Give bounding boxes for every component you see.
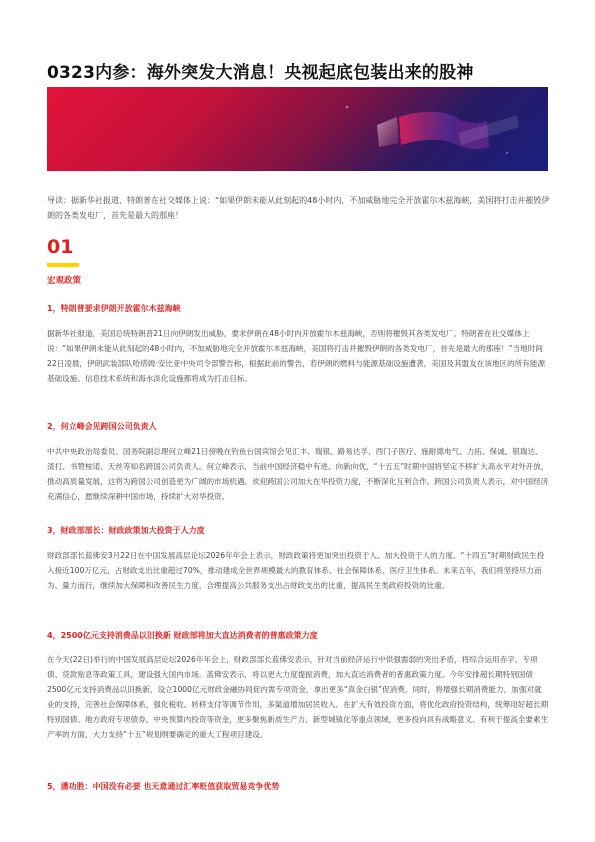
item-heading: 2，何立峰会见跨国公司负责人 bbox=[47, 422, 157, 431]
item-body: 在今天(22日)举行的中国发展高层论坛2026年年会上，财政部部长蓝佛安表示，针对当前经济运行中供强需弱的突出矛盾，将综合运用赤字、专项债、贷款贴息等政策工具，建设强大国内市场。蓝佛安表示，将以更大力度提振消费，加大直达消费者的普惠政策力度。今年安排超长期特别国债2500亿元支持消费品以旧换新，设立1000亿元财政金融协同促内需专项资金，拿出更多“真金白银”促消费。同时，将增强长期消费能力，加强对就业的支持，完善社会保障体系，强化税收、转移支付等调节作用，多渠道增加居民收入。在扩大有效投资方面，将优化政府投资结构，统筹用好超长期特别国债、地方政府专项债券、中央预算内投资等资金，更多聚焦新质生产力、新型城镇化等重点领域，更多投向具有战略意义、有利于提高全要素生产率的方面，大力支持“十五”规划纲要确定的重大工程项目建设。 bbox=[47, 655, 549, 739]
section-title: 宏观政策 bbox=[47, 276, 82, 286]
banner-ribbon-graphic bbox=[47, 87, 548, 171]
item-heading: 1，特朗普要求伊朗开放霍尔木兹海峡 bbox=[47, 304, 181, 313]
item-body: 财政部部长蓝佛安3月22日在中国发展高层论坛2026年年会上表示，财政政策将更加突出投资于人。加大投资于人的力度。“十四五”时期财政民生投入接近100万亿元，占财政支出比重超过70%，推动建成全世界规模最大的教育体系、社会保障体系、医疗卫生体系。未来五年，我们将坚持尽力而为、量力而行，继续加大保障和改善民生力度，合理提高公共服务支出占财政支出的比重，提高民生类政府投资的比重。 bbox=[47, 551, 545, 590]
lead-paragraph: 导读：据新华社报道，特朗普在社交媒体上说：“如果伊朗未能从此刻起的48小时内，不加威胁地完全开放霍尔木兹海峡，美国将打击并摧毁伊朗的各类发电厂，首先是最大的那座！ bbox=[47, 196, 550, 220]
item-heading: 4，2500亿元支持消费品以旧换新 财政部将加大直达消费者的普惠政策力度 bbox=[47, 631, 318, 640]
section-underline bbox=[47, 263, 79, 267]
item-heading: 5，潘功胜：中国没有必要 也无意通过汇率贬值获取贸易竞争优势 bbox=[47, 782, 280, 791]
article-title: 0323内参：海外突发大消息！央视起底包装出来的股神 bbox=[47, 63, 474, 83]
item-body: 据新华社报道，美国总统特朗普21日向伊朗发出威胁，要求伊朗在48小时内开放霍尔木兹海峡，否则将摧毁其各类发电厂。特朗普在社交媒体上说：“如果伊朗未能从此刻起的48小时内，不加威胁地完全开放霍尔木兹海峡，美国将打击并摧毁伊朗的各类发电厂，首先是最大的那座！”当地时间22日凌晨，伊朗武装部队哈塔姆·安比亚中央司令部警告称，根据此前的警告，若伊朗的燃料与能源基础设施遭袭，美国及其盟友在该地区的所有能源基础设施、信息技术系统和海水淡化设施都将成为打击目标。 bbox=[47, 329, 546, 383]
section-number: 01 bbox=[47, 236, 74, 258]
banner-image bbox=[47, 87, 548, 171]
item-heading: 3，财政部部长：财政政策加大投资于人力度 bbox=[47, 526, 205, 535]
item-body: 中共中央政治局委员、国务院副总理何立峰21日傍晚在钓鱼台国宾馆会见汇丰、瑞银、路易达孚、西门子医疗、施耐德电气、力拓、保诚、银瑞达、渣打、书赞桉诺、天丝等知名跨国公司负责人。何立峰表示，当前中国经济稳中有进、向新向优，“十五五”时期中国将坚定不移扩大高水平对外开放，推动高质量发展，这将为跨国公司创造更为广阔的市场机遇。欢迎跨国公司加大在华投资力度，不断深化互利合作。跨国公司负责人表示，对中国经济充满信心，愿继续深耕中国市场，持续扩大对华投资。 bbox=[47, 447, 549, 501]
